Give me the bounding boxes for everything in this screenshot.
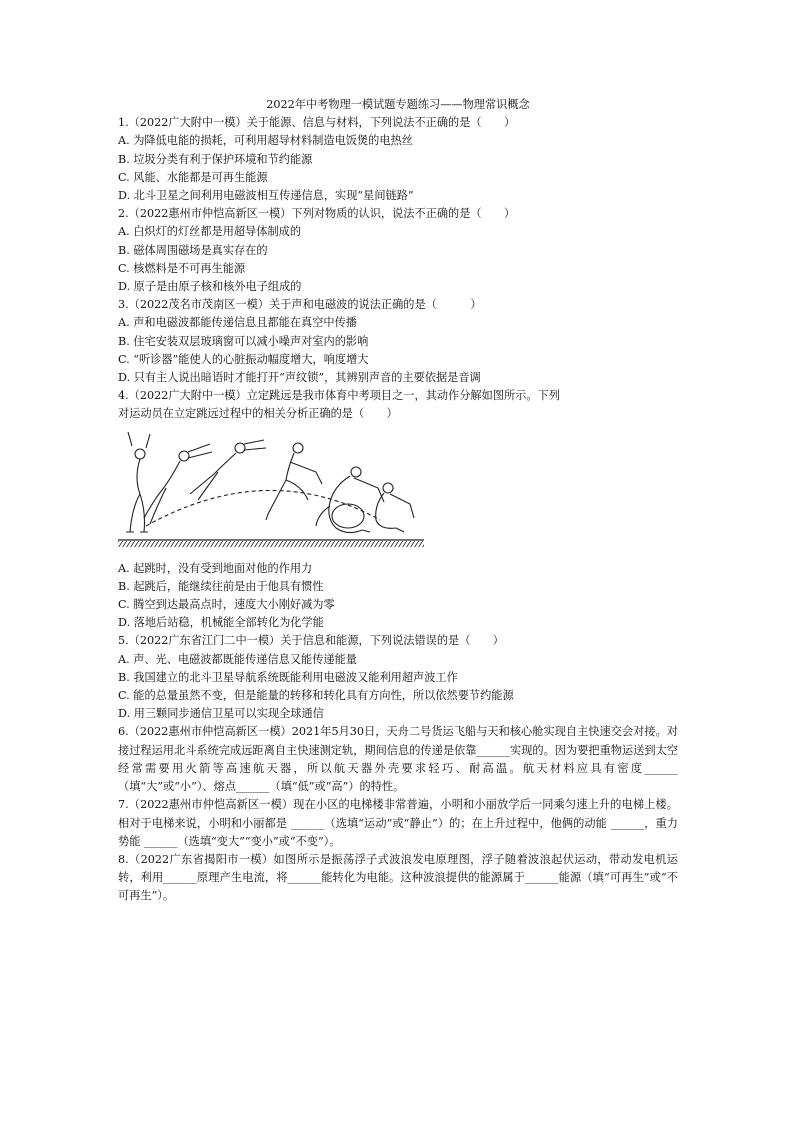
question-1-stem: 1.（2022广大附中一模）关于能源、信息与材料，下列说法不正确的是（ ） <box>118 116 516 130</box>
question-6-text: 6.（2022惠州市仲恺高新区一模）2021年5月30日，天舟二号货运飞船与天和核心舱实现自主快速交会对接。对接过程运用北斗系统完成远距离自主快速测定轨，期间信息的传递是依靠______实现的。因为要把重物运送到太空经常需要用火箭等高速航天器，所以航天器外壳要求轻巧、耐高温。航天材料应具有密度______（填“大”或“小”）、熔点______（填“低”或“高”）的特性。 <box>118 725 678 794</box>
question-2-option-b: B. 磁体周围磁场是真实存在的 <box>118 243 268 257</box>
page-title: 2022年中考物理一模试题专题练习——物理常识概念 <box>266 98 530 111</box>
jump-sequence-illustration <box>118 428 428 558</box>
question-3-option-c: C. “听诊器”能使人的心脏振动幅度增大，响度增大 <box>118 352 369 366</box>
question-5-stem: 5.（2022广东省江门二中一模）关于信息和能源，下列说法错误的是（ ） <box>118 634 504 648</box>
jumper-pose-5 <box>316 467 384 533</box>
question-3-option-a: A. 声和电磁波都能传递信息且都能在真空中传播 <box>118 316 357 330</box>
question-4-option-c: C. 腾空到达最高点时，速度大小刚好减为零 <box>118 598 335 612</box>
question-2-stem: 2.（2022惠州市仲恺高新区一模）下列对物质的认识，说法不正确的是（ ） <box>118 207 516 221</box>
question-5-option-c: C. 能的总量虽然不变，但是能量的转移和转化具有方向性，所以依然要节约能源 <box>118 689 514 703</box>
standing-long-jump-figure <box>118 428 428 558</box>
question-8-text: 8.（2022广东省揭阳市一模）如图所示是振荡浮子式波浪发电原理图，浮子随着波浪起伏运动，带动发电机运转，利用______原理产生电流，将______能转化为电能。这种波浪提供的能源属于______能源（填“可再生”或“不可再生”）。 <box>118 852 678 903</box>
question-4-option-a: A. 起跳时，没有受到地面对他的作用力 <box>118 561 313 575</box>
question-4-stem-line-2: 对运动员在立定跳远过程中的相关分析正确的是（ ） <box>118 407 398 421</box>
question-4-option-d: D. 落地后站稳，机械能全部转化为化学能 <box>118 616 324 630</box>
question-2-option-d: D. 原子是由原子核和核外电子组成的 <box>118 280 302 294</box>
jumper-pose-4 <box>266 443 322 520</box>
question-1-option-a: A. 为降低电能的损耗，可利用超导材料制造电饭煲的电热丝 <box>118 134 413 148</box>
question-3-option-b: B. 住宅安装双层玻璃窗可以减小噪声对室内的影响 <box>118 334 369 348</box>
document-body <box>118 96 678 906</box>
question-5-option-d: D. 用三颗同步通信卫星可以实现全球通信 <box>118 707 324 721</box>
question-2-option-a: A. 白炽灯的灯丝都是用超导体制成的 <box>118 225 302 239</box>
ground-hatch <box>118 541 424 547</box>
question-4-option-b: B. 起跳后，能继续往前是由于他具有惯性 <box>118 579 324 593</box>
question-1-option-c: C. 风能、水能都是可再生能源 <box>118 170 268 184</box>
question-1-option-d: D. 北斗卫星之间利用电磁波相互传递信息，实现“星间链路” <box>118 189 414 203</box>
question-3-stem: 3.（2022茂名市茂南区一模）关于声和电磁波的说法正确的是（ ） <box>118 298 482 312</box>
question-3-option-d: D. 只有主人说出暗语时才能打开“声纹锁”，其辨别声音的主要依据是音调 <box>118 371 481 385</box>
question-5-option-b: B. 我国建立的北斗卫星导航系统既能利用电磁波又能利用超声波工作 <box>118 670 458 684</box>
trajectory-dashed-arc <box>146 490 380 526</box>
question-1-option-b: B. 垃圾分类有利于保护环境和节约能源 <box>118 152 313 166</box>
question-7-text: 7.（2022惠州市仲恺高新区一模）现在小区的电梯楼非常普遍，小明和小丽放学后一同乘匀速上升的电梯上楼。相对于电梯来说，小明和小丽都是 ______（选填“运动”或“静止”）的；在上升过程中，他俩的动能 ______，重力势能 ______（选填“变大”“变小”或“不变”）。 <box>118 798 678 848</box>
jumper-pose-1 <box>126 432 150 532</box>
jumper-pose-6 <box>376 483 414 532</box>
question-2-option-c: C. 核燃料是不可再生能源 <box>118 261 246 275</box>
question-4-stem-line-1: 4.（2022广大附中一模）立定跳远是我市体育中考项目之一，其动作分解如图所示。下列 <box>118 389 560 403</box>
question-5-option-a: A. 声、光、电磁波都既能传递信息又能传递能量 <box>118 652 357 666</box>
